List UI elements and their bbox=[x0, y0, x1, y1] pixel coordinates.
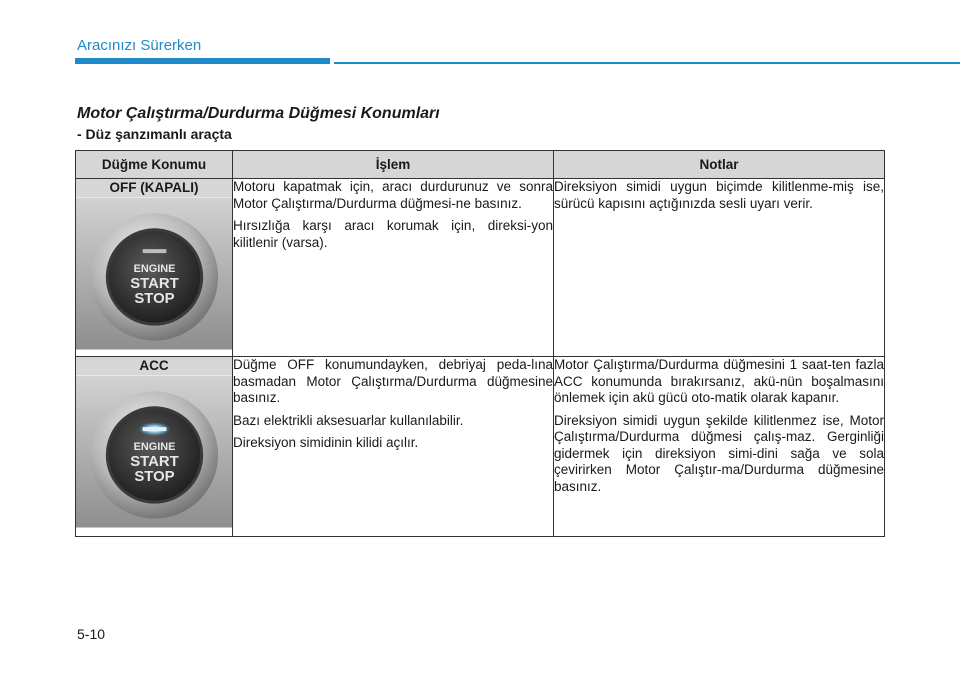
page-title: Motor Çalıştırma/Durdurma Düğmesi Konumları bbox=[77, 105, 440, 122]
position-cell bbox=[76, 179, 233, 357]
column-header-notes: Notlar bbox=[554, 151, 885, 179]
header-rule-thin bbox=[334, 62, 960, 64]
operation-cell bbox=[233, 357, 554, 537]
column-header-operation: İşlem bbox=[233, 151, 554, 179]
section-header-title: Aracınızı Sürerken bbox=[77, 37, 202, 54]
button-label-engine: ENGINE bbox=[133, 263, 176, 276]
operation-text: Motoru kapatmak için, aracı durdurunuz ve sonra Motor Çalıştırma/Durdurma düğmesi-ne basınız. bbox=[233, 179, 553, 211]
notes-text: Motor Çalıştırma/Durdurma düğmesini 1 saat-ten fazla ACC konumunda bırakırsanız, akü-nün boşalmasını önlemek için akü gücü oto-matik olarak kapanır. bbox=[554, 357, 884, 405]
column-header-position: Düğme Konumu bbox=[76, 151, 233, 179]
operation-text: Düğme OFF konumundayken, debriyaj peda-lına basmadan Motor Çalıştırma/Durdurma düğmesine basınız. bbox=[233, 357, 553, 405]
position-cell bbox=[76, 357, 233, 537]
engine-start-stop-button-image bbox=[76, 197, 232, 350]
button-label-start: START bbox=[130, 453, 179, 470]
notes-text: Direksiyon simidi uygun biçimde kilitlenme-miş ise, sürücü kapısını açtığınızda sesli uyarı verir. bbox=[554, 179, 884, 211]
engine-start-stop-button-image bbox=[76, 375, 232, 528]
notes-text: Direksiyon simidi uygun şekilde kilitlenmez ise, Motor Çalıştırma/Durdurma düğmesi çalış-maz. Gerginliği gidermek için direksiyon simi-dini sağa ve sola çevirirken Motor Çalıştır-ma/Durdurma düğmesine basınız. bbox=[554, 412, 884, 494]
button-label-stop: STOP bbox=[134, 290, 175, 307]
page-subtitle: - Düz şanzımanlı araçta bbox=[77, 126, 232, 142]
button-label-start: START bbox=[130, 275, 179, 292]
table-header-row bbox=[76, 151, 885, 179]
operation-text: Hırsızlığa karşı aracı korumak için, direksi-yon kilitlenir (varsa). bbox=[233, 218, 553, 250]
button-label-engine: ENGINE bbox=[133, 441, 176, 454]
operation-text: Direksiyon simidinin kilidi açılır. bbox=[233, 435, 419, 450]
position-label: OFF (KAPALI) bbox=[76, 179, 232, 197]
button-positions-table bbox=[75, 150, 885, 537]
table-row bbox=[76, 179, 885, 357]
button-label-stop: STOP bbox=[134, 468, 175, 485]
header-rule-thick bbox=[75, 58, 330, 64]
notes-cell bbox=[554, 357, 885, 537]
operation-text: Bazı elektrikli aksesuarlar kullanılabilir. bbox=[233, 412, 464, 428]
table-row bbox=[76, 357, 885, 537]
position-label: ACC bbox=[76, 357, 232, 375]
page-number: 5-10 bbox=[77, 626, 106, 642]
operation-cell bbox=[233, 179, 554, 357]
notes-cell bbox=[554, 179, 885, 357]
